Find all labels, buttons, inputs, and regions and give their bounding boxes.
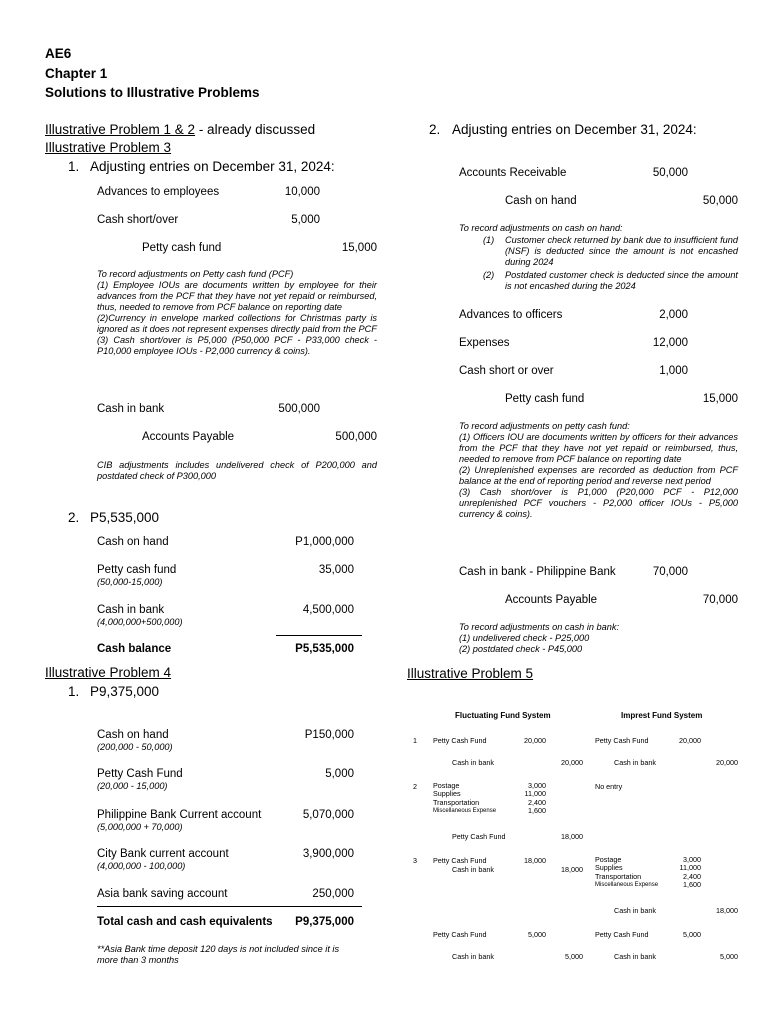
ip3-heading: Illustrative Problem 3 <box>45 140 172 155</box>
total-rule <box>276 635 362 636</box>
course-code: AE6 <box>45 46 72 61</box>
ff-account: Petty Cash Fund <box>433 856 487 865</box>
note-pcf-right <box>459 421 738 520</box>
if-account: Cash in bank <box>614 906 656 915</box>
total-rule <box>97 906 362 907</box>
if-credit: 5,000 <box>720 952 738 961</box>
ff-header: Fluctuating Fund System <box>455 711 551 720</box>
ip12-suffix: - already discussed <box>195 122 316 137</box>
if-credit: 20,000 <box>716 758 738 767</box>
ce-value: P150,000 <box>304 729 354 741</box>
note-pcf <box>97 269 377 357</box>
note-item: Customer check returned by bank due to insufficient fund (NSF) is deducted since the amount is not encashed during 2024 <box>505 235 738 267</box>
if-credit: 18,000 <box>716 906 738 915</box>
ce-total-label: Total cash and cash equivalents <box>97 916 273 928</box>
note-line: (1) undelivered check - P25,000 <box>459 633 590 643</box>
row-number: 2 <box>413 782 417 791</box>
if-expense-values <box>661 856 701 889</box>
ff-debit: 20,000 <box>524 736 546 745</box>
je-account: Cash on hand <box>505 195 577 207</box>
ff-debit: 18,000 <box>524 856 546 865</box>
ff-debit: 3,000 <box>528 781 546 790</box>
je-debit: 2,000 <box>659 309 688 321</box>
if-account: Cash in bank <box>614 758 656 767</box>
je-debit: 500,000 <box>278 403 320 415</box>
if-debit: 20,000 <box>679 736 701 745</box>
row-number: 1 <box>413 736 417 745</box>
note-num: (2) <box>483 270 495 280</box>
if-debit: 5,000 <box>683 930 701 939</box>
if-account: Postage <box>595 855 622 864</box>
ff-account: Transportation <box>433 797 480 807</box>
note-line: To record adjustments on Petty cash fund (PCF) <box>97 269 294 279</box>
je-account: Advances to officers <box>459 309 563 321</box>
page-title: Solutions to Illustrative Problems <box>45 85 260 100</box>
ce-label: City Bank current account <box>97 848 229 860</box>
ff-expense-values <box>506 782 546 815</box>
if-account: Transportation <box>595 871 642 881</box>
je-credit: 15,000 <box>702 393 738 405</box>
ff-account: Petty Cash Fund <box>433 736 487 745</box>
ce-value: 3,900,000 <box>302 848 354 860</box>
ce-label: Cash on hand <box>97 729 169 741</box>
ip4-heading: Illustrative Problem 4 <box>45 665 172 680</box>
cash-sub: (4,000,000+500,000) <box>97 617 183 627</box>
je-credit: 15,000 <box>341 242 377 254</box>
if-account: Cash in bank <box>614 952 656 961</box>
ce-total-value: P9,375,000 <box>295 916 354 928</box>
ce-value: 5,000 <box>325 768 354 780</box>
je-debit: 5,000 <box>291 214 320 226</box>
cash-total-label: Cash balance <box>97 643 172 655</box>
je-debit: 70,000 <box>652 566 688 578</box>
cash-value: 4,500,000 <box>302 604 354 616</box>
ce-label: Philippine Bank Current account <box>97 809 262 821</box>
note-cib: CIB adjustments includes undelivered check of P200,000 and postdated check of P300,000 <box>97 460 377 481</box>
je-account: Accounts Receivable <box>459 167 567 179</box>
note-cib-right <box>459 622 738 655</box>
ff-debit: 5,000 <box>528 930 546 939</box>
if-debit: 2,400 <box>683 871 701 881</box>
note-line: To record adjustments on petty cash fund: <box>459 421 630 431</box>
note-line: (2) Unreplenished expenses are recorded as deduction from PCF balance at the end of reporting period and reverse next period <box>459 465 738 486</box>
if-debit: 11,000 <box>679 863 701 873</box>
cash-label: Cash on hand <box>97 536 169 548</box>
je-debit: 50,000 <box>652 167 688 179</box>
ce-label: Petty Cash Fund <box>97 768 183 780</box>
note-title: To record adjustments on cash on hand: <box>459 223 623 233</box>
ff-account: Petty Cash Fund <box>433 930 487 939</box>
ip3-item1-text: Adjusting entries on December 31, 2024: <box>90 159 335 174</box>
ff-account: Cash in bank <box>452 952 494 961</box>
je-account: Petty cash fund <box>505 393 585 405</box>
ff-account: Cash in bank <box>452 758 494 767</box>
je-credit: 70,000 <box>702 594 738 606</box>
cash-value: 35,000 <box>318 564 354 576</box>
je-credit: 50,000 <box>702 195 738 207</box>
if-debit: 3,000 <box>683 855 701 864</box>
cash-value: P1,000,000 <box>295 536 354 548</box>
je-account: Cash short or over <box>459 365 554 377</box>
if-account: Petty Cash Fund <box>595 736 649 745</box>
ff-account: Cash in bank <box>452 865 494 874</box>
cash-total-value: P5,535,000 <box>295 643 354 655</box>
note-item: Postdated customer check is deducted since the amount is not encashed during the 2024 <box>505 270 738 291</box>
je-account: Accounts Payable <box>505 594 598 606</box>
note-line: (3) Cash short/over is P1,000 (P20,000 PCF - P12,000 unreplenished PCF vouchers - P2,000 officer IOUs - P5,000 currency & coins). <box>459 487 738 519</box>
ip12-heading <box>45 122 315 137</box>
ip3-item2-text: P5,535,000 <box>90 510 160 525</box>
ff-debit: 11,000 <box>524 789 546 799</box>
cash-label: Cash in bank <box>97 604 165 616</box>
cash-label: Petty cash fund <box>97 564 177 576</box>
ce-sub: (5,000,000 + 70,000) <box>97 822 183 832</box>
ff-debit: 2,400 <box>528 797 546 807</box>
if-debit: 1,600 <box>683 879 701 889</box>
ce-label: Asia bank saving account <box>97 888 228 900</box>
if-account: Miscellaneous Expense <box>595 881 659 888</box>
ce-sub: (200,000 - 50,000) <box>97 742 173 752</box>
if-account: Supplies <box>595 863 623 873</box>
je-account: Accounts Payable <box>142 431 235 443</box>
ce-value: 250,000 <box>312 888 354 900</box>
ce-value: 5,070,000 <box>302 809 354 821</box>
r-item2-num: 2. <box>429 122 441 137</box>
ce-note: **Asia Bank time deposit 120 days is not included since it is more than 3 months <box>97 944 340 965</box>
ff-account: Petty Cash Fund <box>452 832 506 841</box>
ce-sub: (4,000,000 - 100,000) <box>97 861 186 871</box>
ff-account: Postage <box>433 781 460 790</box>
if-header: Imprest Fund System <box>621 711 703 720</box>
note-line: (1) Officers IOU are documents written by officers for their advances from the PCF that they have not yet repaid or reimbursed, thus, needed to remove from PCF balance on reporting date <box>459 432 738 464</box>
je-credit: 500,000 <box>335 431 377 443</box>
ff-expense-list <box>433 782 496 815</box>
note-line: (2)Currency in envelope marked collections for Christmas party is ignored as it does not represent expenses directly paid from the PCF <box>97 313 377 334</box>
je-debit: 10,000 <box>284 186 320 198</box>
note-line: (3) Cash short/over is P5,000 (P50,000 PCF - P33,000 check - P10,000 employee IOUs - P2,000 currency & coins). <box>97 335 377 356</box>
if-no-entry: No entry <box>595 782 623 791</box>
ff-credit: 20,000 <box>561 758 583 767</box>
cash-sub: (50,000-15,000) <box>97 577 163 587</box>
je-debit: 1,000 <box>659 365 688 377</box>
ip3-item1-num: 1. <box>68 159 80 174</box>
note-num: (1) <box>483 235 495 245</box>
ff-account: Supplies <box>433 789 461 799</box>
je-account: Cash short/over <box>97 214 179 226</box>
ip5-heading: Illustrative Problem 5 <box>407 666 534 681</box>
je-account: Petty cash fund <box>142 242 222 254</box>
je-account: Expenses <box>459 337 510 349</box>
je-account: Cash in bank <box>97 403 165 415</box>
je-account: Cash in bank - Philippine Bank <box>459 566 616 578</box>
je-account: Advances to employees <box>97 186 220 198</box>
ip3-item2-num: 2. <box>68 510 80 525</box>
ff-debit: 1,600 <box>528 805 546 815</box>
ff-account: Miscellaneous Expense <box>433 807 497 814</box>
ip4-item1-text: P9,375,000 <box>90 684 160 699</box>
ip4-item1-num: 1. <box>68 684 80 699</box>
note-line: (2) postdated check - P45,000 <box>459 644 583 654</box>
ce-sub: (20,000 - 15,000) <box>97 781 168 791</box>
ip12-label: Illustrative Problem 1 & 2 <box>45 122 196 137</box>
if-account: Petty Cash Fund <box>595 930 649 939</box>
ff-credit: 18,000 <box>561 832 583 841</box>
row-number: 3 <box>413 856 417 865</box>
if-expense-list <box>595 856 658 889</box>
note-line: (1) Employee IOUs are documents written by employee for their advances from the PCF that they have not yet repaid or reimbursed, thus, needed to remove from PCF balance on reporting date <box>97 280 377 312</box>
ff-credit: 18,000 <box>561 865 583 874</box>
r-item2-text: Adjusting entries on December 31, 2024: <box>452 122 697 137</box>
je-debit: 12,000 <box>652 337 688 349</box>
ff-credit: 5,000 <box>565 952 583 961</box>
chapter-label: Chapter 1 <box>45 66 108 81</box>
note-line: To record adjustments on cash in bank: <box>459 622 620 632</box>
